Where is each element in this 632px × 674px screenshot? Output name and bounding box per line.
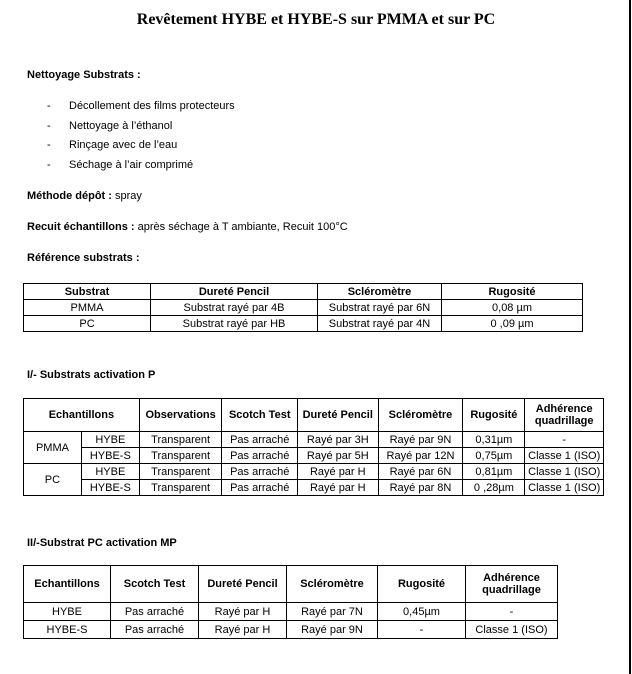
substrat-cell: PMMA — [24, 432, 82, 464]
table-row — [24, 603, 558, 621]
table-cell: Pas arraché — [222, 432, 297, 448]
column-header: Observations — [139, 399, 222, 432]
reference-heading: Référence substrats : — [27, 252, 140, 264]
table-row — [24, 464, 604, 480]
list-item: - Nettoyage à l’éthanol — [47, 120, 173, 132]
table-cell: Pas arraché — [111, 621, 199, 639]
list-item: - Séchage à l’air comprimé — [47, 159, 194, 171]
table-cell: Rayé par 6N — [378, 464, 463, 480]
table-cell: PC — [24, 316, 151, 332]
table-cell: 0,08 µm — [442, 300, 583, 316]
recuit-line — [27, 221, 348, 233]
list-item-text: Décollement des films protecteurs — [69, 100, 235, 112]
reference-table — [23, 283, 583, 332]
table-cell: Rayé par H — [199, 621, 287, 639]
table-row — [24, 316, 583, 332]
column-header: Echantillons — [24, 566, 111, 603]
table-cell: Classe 1 (ISO) — [525, 464, 604, 480]
table-cell: HYBE — [24, 603, 111, 621]
table-row — [24, 300, 583, 316]
table-header-row — [24, 284, 583, 300]
column-header: Adhérence quadrillage — [466, 566, 558, 603]
list-item-text: Séchage à l’air comprimé — [69, 159, 194, 171]
table-cell: - — [466, 603, 558, 621]
column-header: Rugosité — [463, 399, 525, 432]
table-cell: Transparent — [139, 448, 222, 464]
table-cell: Pas arraché — [222, 480, 297, 496]
table-row — [24, 432, 604, 448]
page-title: Revêtement HYBE et HYBE-S sur PMMA et sur PC — [136, 11, 496, 28]
table-cell: Pas arraché — [111, 603, 199, 621]
table-cell: HYBE-S — [81, 480, 139, 496]
table-cell: Pas arraché — [222, 464, 297, 480]
list-item: - Décollement des films protecteurs — [47, 100, 235, 112]
section2-heading: II/-Substrat PC activation MP — [27, 537, 177, 549]
table-cell: 0,81µm — [463, 464, 525, 480]
table-cell: Rayé par H — [199, 603, 287, 621]
table-cell: Transparent — [139, 480, 222, 496]
activation-mp-table — [23, 565, 558, 639]
table-cell: Substrat rayé par 6N — [318, 300, 442, 316]
table-cell: Rayé par 12N — [378, 448, 463, 464]
column-header: Scléromètre — [318, 284, 442, 300]
column-header: Rugosité — [378, 566, 466, 603]
table-cell: Rayé par 3H — [297, 432, 378, 448]
table-cell: Substrat rayé par 4N — [318, 316, 442, 332]
list-item: - Rinçage avec de l’eau — [47, 139, 178, 151]
column-header: Scotch Test — [111, 566, 199, 603]
table-cell: HYBE — [81, 464, 139, 480]
recuit-value: après séchage à T ambiante, Recuit 100°C — [134, 221, 348, 233]
substrat-cell: PC — [24, 464, 82, 496]
column-header: Dureté Pencil — [297, 399, 378, 432]
column-header: Echantillons — [24, 399, 140, 432]
table-header-row — [24, 399, 604, 432]
column-header: Adhérence quadrillage — [525, 399, 604, 432]
table-cell: 0,45µm — [378, 603, 466, 621]
column-header: Dureté Pencil — [151, 284, 318, 300]
table-cell: HYBE-S — [24, 621, 111, 639]
column-header: Scléromètre — [378, 399, 463, 432]
table-cell: Classe 1 (ISO) — [525, 448, 604, 464]
methode-value: spray — [111, 190, 142, 202]
table-cell: Rayé par H — [297, 464, 378, 480]
table-cell: Rayé par 9N — [287, 621, 378, 639]
table-cell: 0 ,28µm — [463, 480, 525, 496]
table-cell: Pas arraché — [222, 448, 297, 464]
table-cell: 0,75µm — [463, 448, 525, 464]
table-cell: HYBE-S — [81, 448, 139, 464]
page-edge-divider — [629, 0, 631, 674]
section1-heading: I/- Substrats activation P — [27, 369, 156, 381]
table-cell: Classe 1 (ISO) — [466, 621, 558, 639]
activation-p-table — [23, 398, 604, 496]
table-cell: Rayé par 9N — [378, 432, 463, 448]
column-header: Scléromètre — [287, 566, 378, 603]
table-row — [24, 621, 558, 639]
table-cell: - — [378, 621, 466, 639]
list-item-text: Nettoyage à l’éthanol — [69, 120, 173, 132]
methode-label: Méthode dépôt : — [27, 190, 112, 202]
nettoyage-heading: Nettoyage Substrats : — [27, 69, 141, 81]
table-cell: Rayé par H — [297, 480, 378, 496]
table-cell: Transparent — [139, 464, 222, 480]
table-cell: Substrat rayé par HB — [151, 316, 318, 332]
table-cell: Rayé par 7N — [287, 603, 378, 621]
table-cell: Substrat rayé par 4B — [151, 300, 318, 316]
table-row — [24, 480, 604, 496]
column-header: Dureté Pencil — [199, 566, 287, 603]
list-item-text: Rinçage avec de l’eau — [69, 139, 178, 151]
column-header: Substrat — [24, 284, 151, 300]
column-header: Scotch Test — [222, 399, 297, 432]
table-cell: Rayé par 5H — [297, 448, 378, 464]
table-cell: 0 ,09 µm — [442, 316, 583, 332]
table-cell: - — [525, 432, 604, 448]
recuit-label: Recuit échantillons : — [27, 221, 135, 233]
table-row — [24, 448, 604, 464]
column-header: Rugosité — [442, 284, 583, 300]
table-header-row — [24, 566, 558, 603]
table-cell: Classe 1 (ISO) — [525, 480, 604, 496]
methode-line — [27, 190, 142, 202]
table-cell: PMMA — [24, 300, 151, 316]
table-cell: Rayé par 8N — [378, 480, 463, 496]
table-cell: HYBE — [81, 432, 139, 448]
table-cell: Transparent — [139, 432, 222, 448]
table-cell: 0,31µm — [463, 432, 525, 448]
